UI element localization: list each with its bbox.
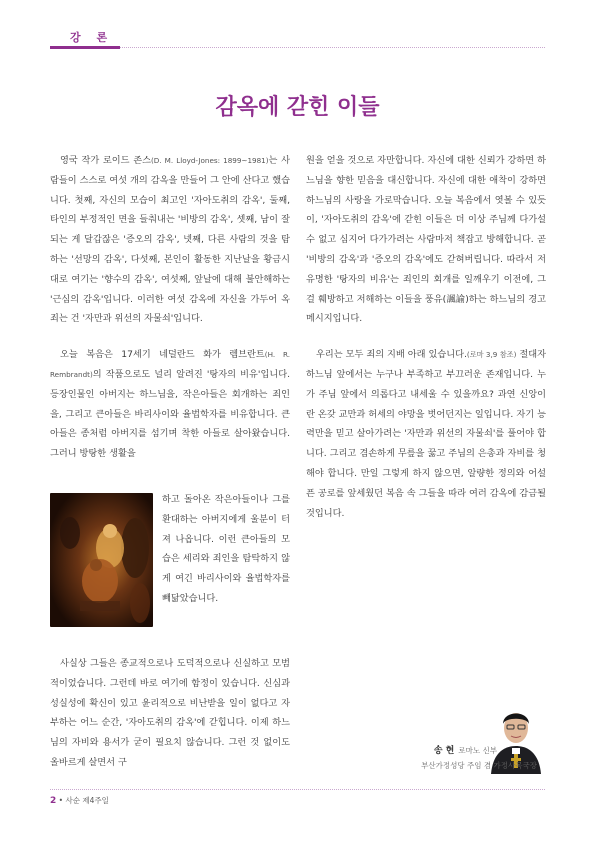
article-title: 감옥에 갇힌 이들 bbox=[215, 95, 380, 120]
paragraph-1: 영국 작가 로이드 존스(D. M. Lloyd-Jones: 1899~1981)는 사람들이 스스로 여섯 개의 감옥을 만들어 그 안에 산다고 했습니다. 첫째, 자신의 모습이 최고인 '자아도취의 감옥', 둘째, 타인의 부정적인 면을 들춰내는 '비방의 감옥', 셋째, 남이 잘되는 게 달갑잖은 '증오의 감옥', 넷째, 다른 사람의 것을 탐하는 '선망의 감옥', 다섯째, 본인이 활동한 지난날을 황금시대로 여기는 '향수의 감옥', 여섯째, 앞날에 대해 불안해하는 '근심의 감옥'입니다. 이러한 여섯 감옥에 자신을 가두어 옥죄는 건 '자만과 위선의 자물쇠'입니다. bbox=[50, 155, 290, 325]
paragraph-5: 우리는 모두 죄의 지배 아래 있습니다.(로마 3,9 참조) 절대자 하느님 앞에서는 누구나 부족하고 부끄러운 존재입니다. 누가 주님 앞에서 의롭다고 내세울 수 있을까요? 과연 신앙이란 온갖 교만과 허세의 야망을 벗어던지는 일입니다. 자기 능력만을 믿고 살아가려는 '자만과 위선의 자물쇠'를 풀어야 합니다. 그리고 겸손하게 무릎을 꿇고 주님의 은총과 자비를 청해야 합니다. 만일 그렇게 하지 않으면, 알량한 정의와 어설픈 공로를 앞세웠던 복음 속 그들을 따라 여러 감옥에 감금될 것입니다. bbox=[306, 349, 546, 519]
rembrandt-painting bbox=[50, 493, 153, 627]
header-divider bbox=[50, 47, 545, 48]
paragraph-2-wrap: 하고 돌아온 작은아들이나 그를 환대하는 아버지에게 울분이 터져 나옵니다. 이런 큰아들의 모습은 세리와 죄인을 탐탁하지 않게 여긴 바리사이와 율법학자를 빼닮았습니다. bbox=[162, 494, 290, 604]
paragraph-4: 원을 얻을 것으로 자만합니다. 자신에 대한 신뢰가 강하면 하느님을 향한 믿음을 대신합니다. 자신에 대한 애착이 강하면 하느님의 사랑을 가로막습니다. 오늘 복음에서 엿볼 수 있듯이, '자아도취의 감옥'에 갇힌 이들은 더 이상 주님께 다가설 수 없고 심지어 다가가려는 사람마저 책잡고 방해합니다. 곧 '비방의 감옥'과 '증오의 감옥'에도 갇혀버립니다. 따라서 저 유명한 '탕자의 비유'는 죄인의 회개를 일깨우기 이전에, 그걸 훼방하고 저해하는 이들을 풍유(諷諭)하는 하느님의 경고 메시지입니다. bbox=[306, 155, 546, 325]
page-number: 2 bbox=[50, 796, 57, 806]
section-label: 강 론 bbox=[70, 31, 114, 44]
right-column bbox=[306, 151, 546, 539]
left-column bbox=[50, 151, 290, 480]
author-position: 부산가정성당 주임 겸 가정사목국장 bbox=[421, 761, 537, 770]
author-name: 송 현 bbox=[433, 746, 455, 756]
footer-text: • 사순 제4주일 bbox=[58, 796, 109, 805]
section-accent-bar bbox=[50, 46, 120, 49]
footer-divider bbox=[50, 789, 545, 790]
author-signature bbox=[434, 743, 497, 756]
author-role: 로마노 신부 bbox=[458, 746, 497, 755]
paragraph-3: 사실상 그들은 종교적으로나 도덕적으로나 신실하고 모범적이었습니다. 그런데 바로 여기에 함정이 있습니다. 신심과 성실성에 확신이 있고 윤리적으로 비난받을 일이 없다고 자부하는 어느 순간, '자아도취의 감옥'에 갇힙니다. 이제 하느님의 자비와 용서가 굳이 필요치 않습니다. 그런 것 없이도 올바르게 살면서 구 bbox=[50, 658, 290, 768]
footer bbox=[50, 795, 109, 806]
paragraph-2: 오늘 복음은 17세기 네덜란드 화가 렘브란트(H. R. Rembrandt)의 작품으로도 널리 알려진 '탕자의 비유'입니다. 등장인물인 아버지는 하느님을, 작은아들은 회개하는 죄인을, 그리고 큰아들은 바리사이와 율법학자를 비유합니다. 큰아들은 종처럼 아버지를 섬기며 착한 아들로 살아왔습니다. 그러니 방탕한 생활을 bbox=[50, 349, 290, 460]
